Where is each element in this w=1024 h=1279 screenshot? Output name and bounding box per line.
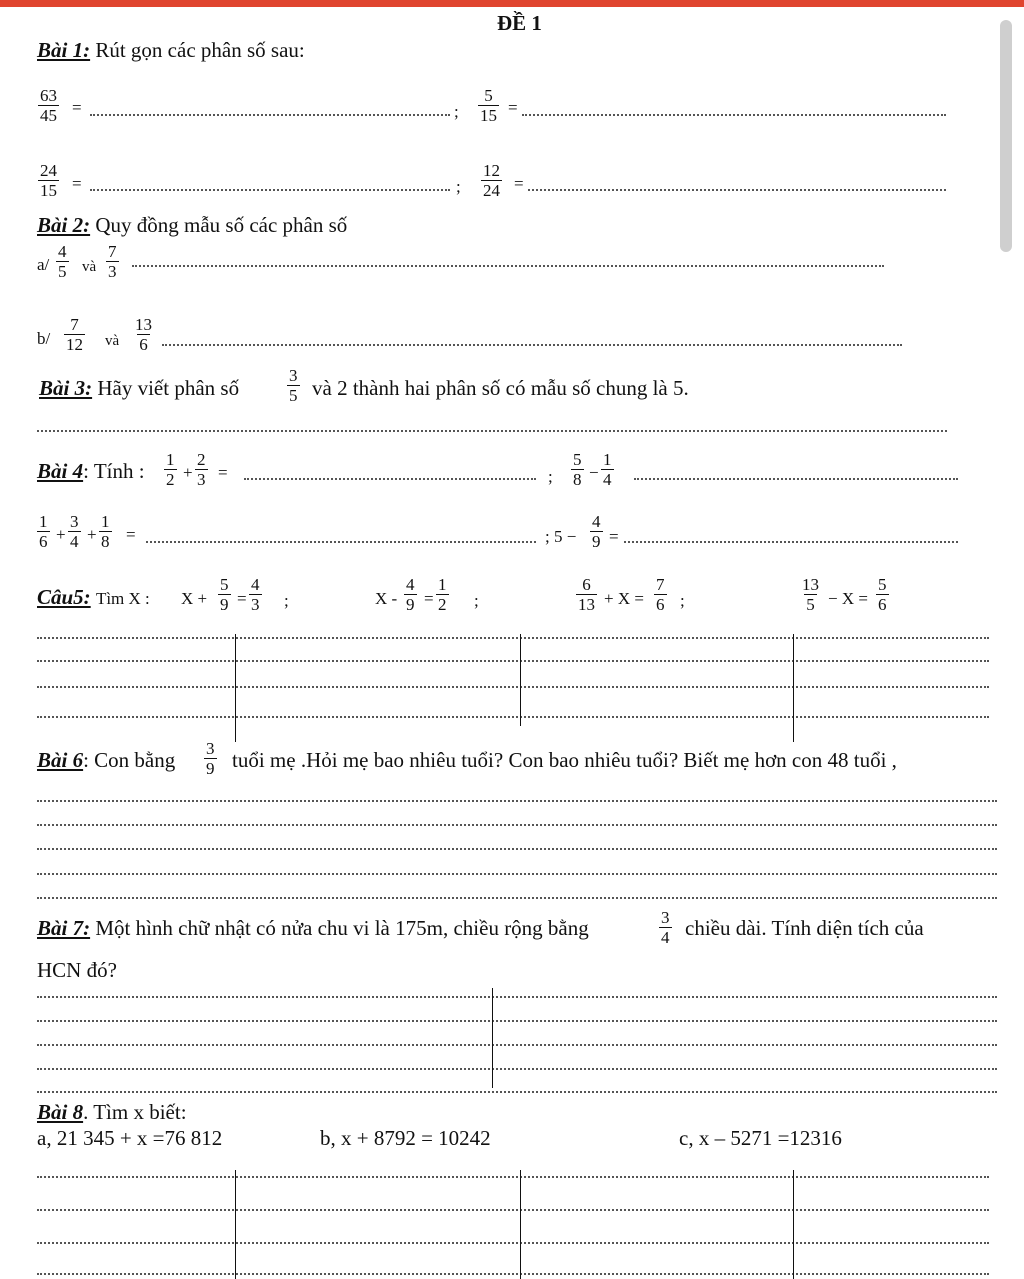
fraction: 3 5 — [289, 366, 298, 405]
fraction: 2 3 — [197, 450, 206, 489]
equals-sign: = — [609, 527, 619, 546]
answer-line[interactable] — [37, 897, 997, 899]
bai8-heading — [37, 1100, 187, 1124]
operator: − — [589, 463, 599, 482]
equation-lead: X + — [181, 589, 208, 608]
bai1-label: Bài 1: — [37, 38, 91, 62]
column-divider — [793, 634, 794, 742]
answer-line[interactable] — [37, 1209, 989, 1211]
column-divider — [492, 988, 493, 1088]
bai7-label: Bài 7: — [37, 916, 91, 940]
expr-prefix: ; 5 − — [545, 527, 577, 546]
answer-line[interactable] — [146, 541, 536, 543]
fraction: 5 8 — [573, 450, 582, 489]
fraction: 13 6 — [135, 315, 152, 354]
cau5-text: Tìm X : — [95, 589, 150, 608]
fraction: 1 8 — [101, 512, 110, 551]
answer-line[interactable] — [528, 189, 946, 191]
bai4-colon: : — [83, 459, 89, 483]
bai8-item-a: a, 21 345 + x =76 812 — [37, 1126, 223, 1150]
separator: ; — [548, 467, 553, 486]
equation-lead: X - — [375, 589, 398, 608]
fraction: 5 15 — [480, 86, 497, 125]
fraction: 7 3 — [108, 242, 117, 281]
bai3-label-wrap — [39, 376, 239, 400]
item-label-b: b/ — [37, 329, 51, 348]
fraction: 12 24 — [483, 161, 500, 200]
fraction: 1 2 — [166, 450, 175, 489]
answer-line[interactable] — [37, 716, 989, 718]
answer-line[interactable] — [634, 478, 958, 480]
answer-line[interactable] — [37, 1242, 989, 1244]
equals-sign: = — [72, 174, 82, 193]
column-divider — [520, 1170, 521, 1279]
bai3-text2: và 2 thành hai phân số có mẫu số chung là 5. — [312, 376, 689, 400]
fraction: 3 4 — [70, 512, 79, 551]
bai6-text1: : Con bằng — [83, 748, 176, 772]
top-accent-bar — [0, 0, 1024, 7]
answer-line[interactable] — [37, 430, 947, 432]
fraction: 7 6 — [656, 575, 665, 614]
fraction: 13 5 — [802, 575, 819, 614]
fraction: 1 4 — [603, 450, 612, 489]
page-title: ĐỀ 1 — [497, 11, 542, 35]
bai1-heading — [37, 38, 305, 62]
equals-sign: = — [424, 589, 434, 608]
fraction: 5 6 — [878, 575, 887, 614]
bai8-item-c: c, x – 5271 =12316 — [679, 1126, 842, 1150]
separator: ; — [284, 591, 289, 610]
bai6-text2: tuổi mẹ .Hỏi mẹ bao nhiêu tuổi? Con bao nhiêu tuổi? Biết mẹ hơn con 48 tuổi , — [232, 748, 897, 772]
bai8-label: Bài 8 — [37, 1100, 84, 1124]
fraction: 3 9 — [206, 739, 215, 778]
equals-sign: = — [218, 463, 228, 482]
bai3-label: Bài 3: — [39, 376, 93, 400]
fraction: 5 9 — [220, 575, 229, 614]
bai2-label: Bài 2: — [37, 213, 91, 237]
fraction: 4 9 — [592, 512, 601, 551]
separator: ; — [456, 177, 461, 196]
cau5-label: Câu5: — [37, 585, 91, 609]
bai4-heading — [37, 459, 145, 483]
equals-sign: = — [237, 589, 247, 608]
bai7-text1: Một hình chữ nhật có nửa chu vi là 175m, chiều rộng bằng — [95, 916, 589, 940]
answer-line[interactable] — [37, 848, 997, 850]
bai7-label-wrap — [37, 916, 589, 940]
equals-sign: = — [508, 98, 518, 117]
separator: ; — [474, 591, 479, 610]
equals-sign: = — [126, 525, 136, 544]
operator: + — [56, 525, 66, 544]
scrollbar-thumb[interactable] — [1000, 20, 1012, 252]
answer-line[interactable] — [37, 1176, 989, 1178]
cau5-heading — [37, 585, 150, 611]
answer-line[interactable] — [37, 1273, 989, 1275]
answer-line[interactable] — [162, 344, 902, 346]
answer-line[interactable] — [90, 114, 450, 116]
answer-line[interactable] — [37, 686, 989, 688]
column-divider — [235, 634, 236, 742]
bai4-label: Bài 4 — [37, 459, 84, 483]
operator: + — [87, 525, 97, 544]
bai2-text: Quy đồng mẫu số các phân số — [95, 213, 348, 237]
bai6-label-wrap — [37, 748, 175, 772]
equation-middle: + X = — [604, 589, 644, 608]
bai7-text2: chiều dài. Tính diện tích của — [685, 916, 924, 940]
operator: + — [183, 463, 193, 482]
conjunction: và — [105, 333, 120, 349]
bai8-item-b: b, x + 8792 = 10242 — [320, 1126, 491, 1150]
answer-line[interactable] — [244, 478, 536, 480]
fraction: 1 6 — [39, 512, 48, 551]
answer-line[interactable] — [37, 824, 997, 826]
answer-line[interactable] — [37, 873, 997, 875]
item-label-a: a/ — [37, 255, 50, 274]
separator: ; — [680, 591, 685, 610]
column-divider — [235, 1170, 236, 1279]
fraction: 4 9 — [406, 575, 415, 614]
equals-sign: = — [72, 98, 82, 117]
answer-line[interactable] — [37, 996, 997, 998]
bai8-text: . Tìm x biết: — [83, 1100, 187, 1124]
answer-line[interactable] — [90, 189, 450, 191]
bai7-text3: HCN đó? — [37, 958, 117, 982]
bai4-text: Tính : — [93, 459, 145, 483]
answer-line[interactable] — [37, 637, 989, 639]
fraction: 6 13 — [578, 575, 595, 614]
equation-middle: − X = — [828, 589, 868, 608]
fraction: 4 5 — [58, 242, 67, 281]
separator: ; — [454, 102, 459, 121]
conjunction: và — [82, 259, 97, 275]
answer-line[interactable] — [37, 1044, 997, 1046]
fraction: 7 12 — [66, 315, 83, 354]
equals-sign: = — [514, 174, 524, 193]
fraction: 1 2 — [438, 575, 447, 614]
answer-line[interactable] — [37, 800, 997, 802]
answer-line[interactable] — [37, 660, 989, 662]
answer-line[interactable] — [522, 114, 946, 116]
bai1-text: Rút gọn các phân số sau: — [95, 38, 305, 62]
fraction: 63 45 — [40, 86, 57, 125]
answer-line[interactable] — [37, 1020, 997, 1022]
fraction: 24 15 — [40, 161, 57, 200]
answer-line[interactable] — [132, 265, 884, 267]
column-divider — [793, 1170, 794, 1279]
column-divider — [520, 634, 521, 726]
bai2-heading — [37, 213, 347, 237]
fraction: 4 3 — [251, 575, 260, 614]
bai3-text1: Hãy viết phân số — [97, 376, 240, 400]
bai6-label: Bài 6 — [37, 748, 84, 772]
answer-line[interactable] — [624, 541, 958, 543]
answer-line[interactable] — [37, 1091, 997, 1093]
answer-line[interactable] — [37, 1068, 997, 1070]
fraction: 3 4 — [661, 908, 670, 947]
